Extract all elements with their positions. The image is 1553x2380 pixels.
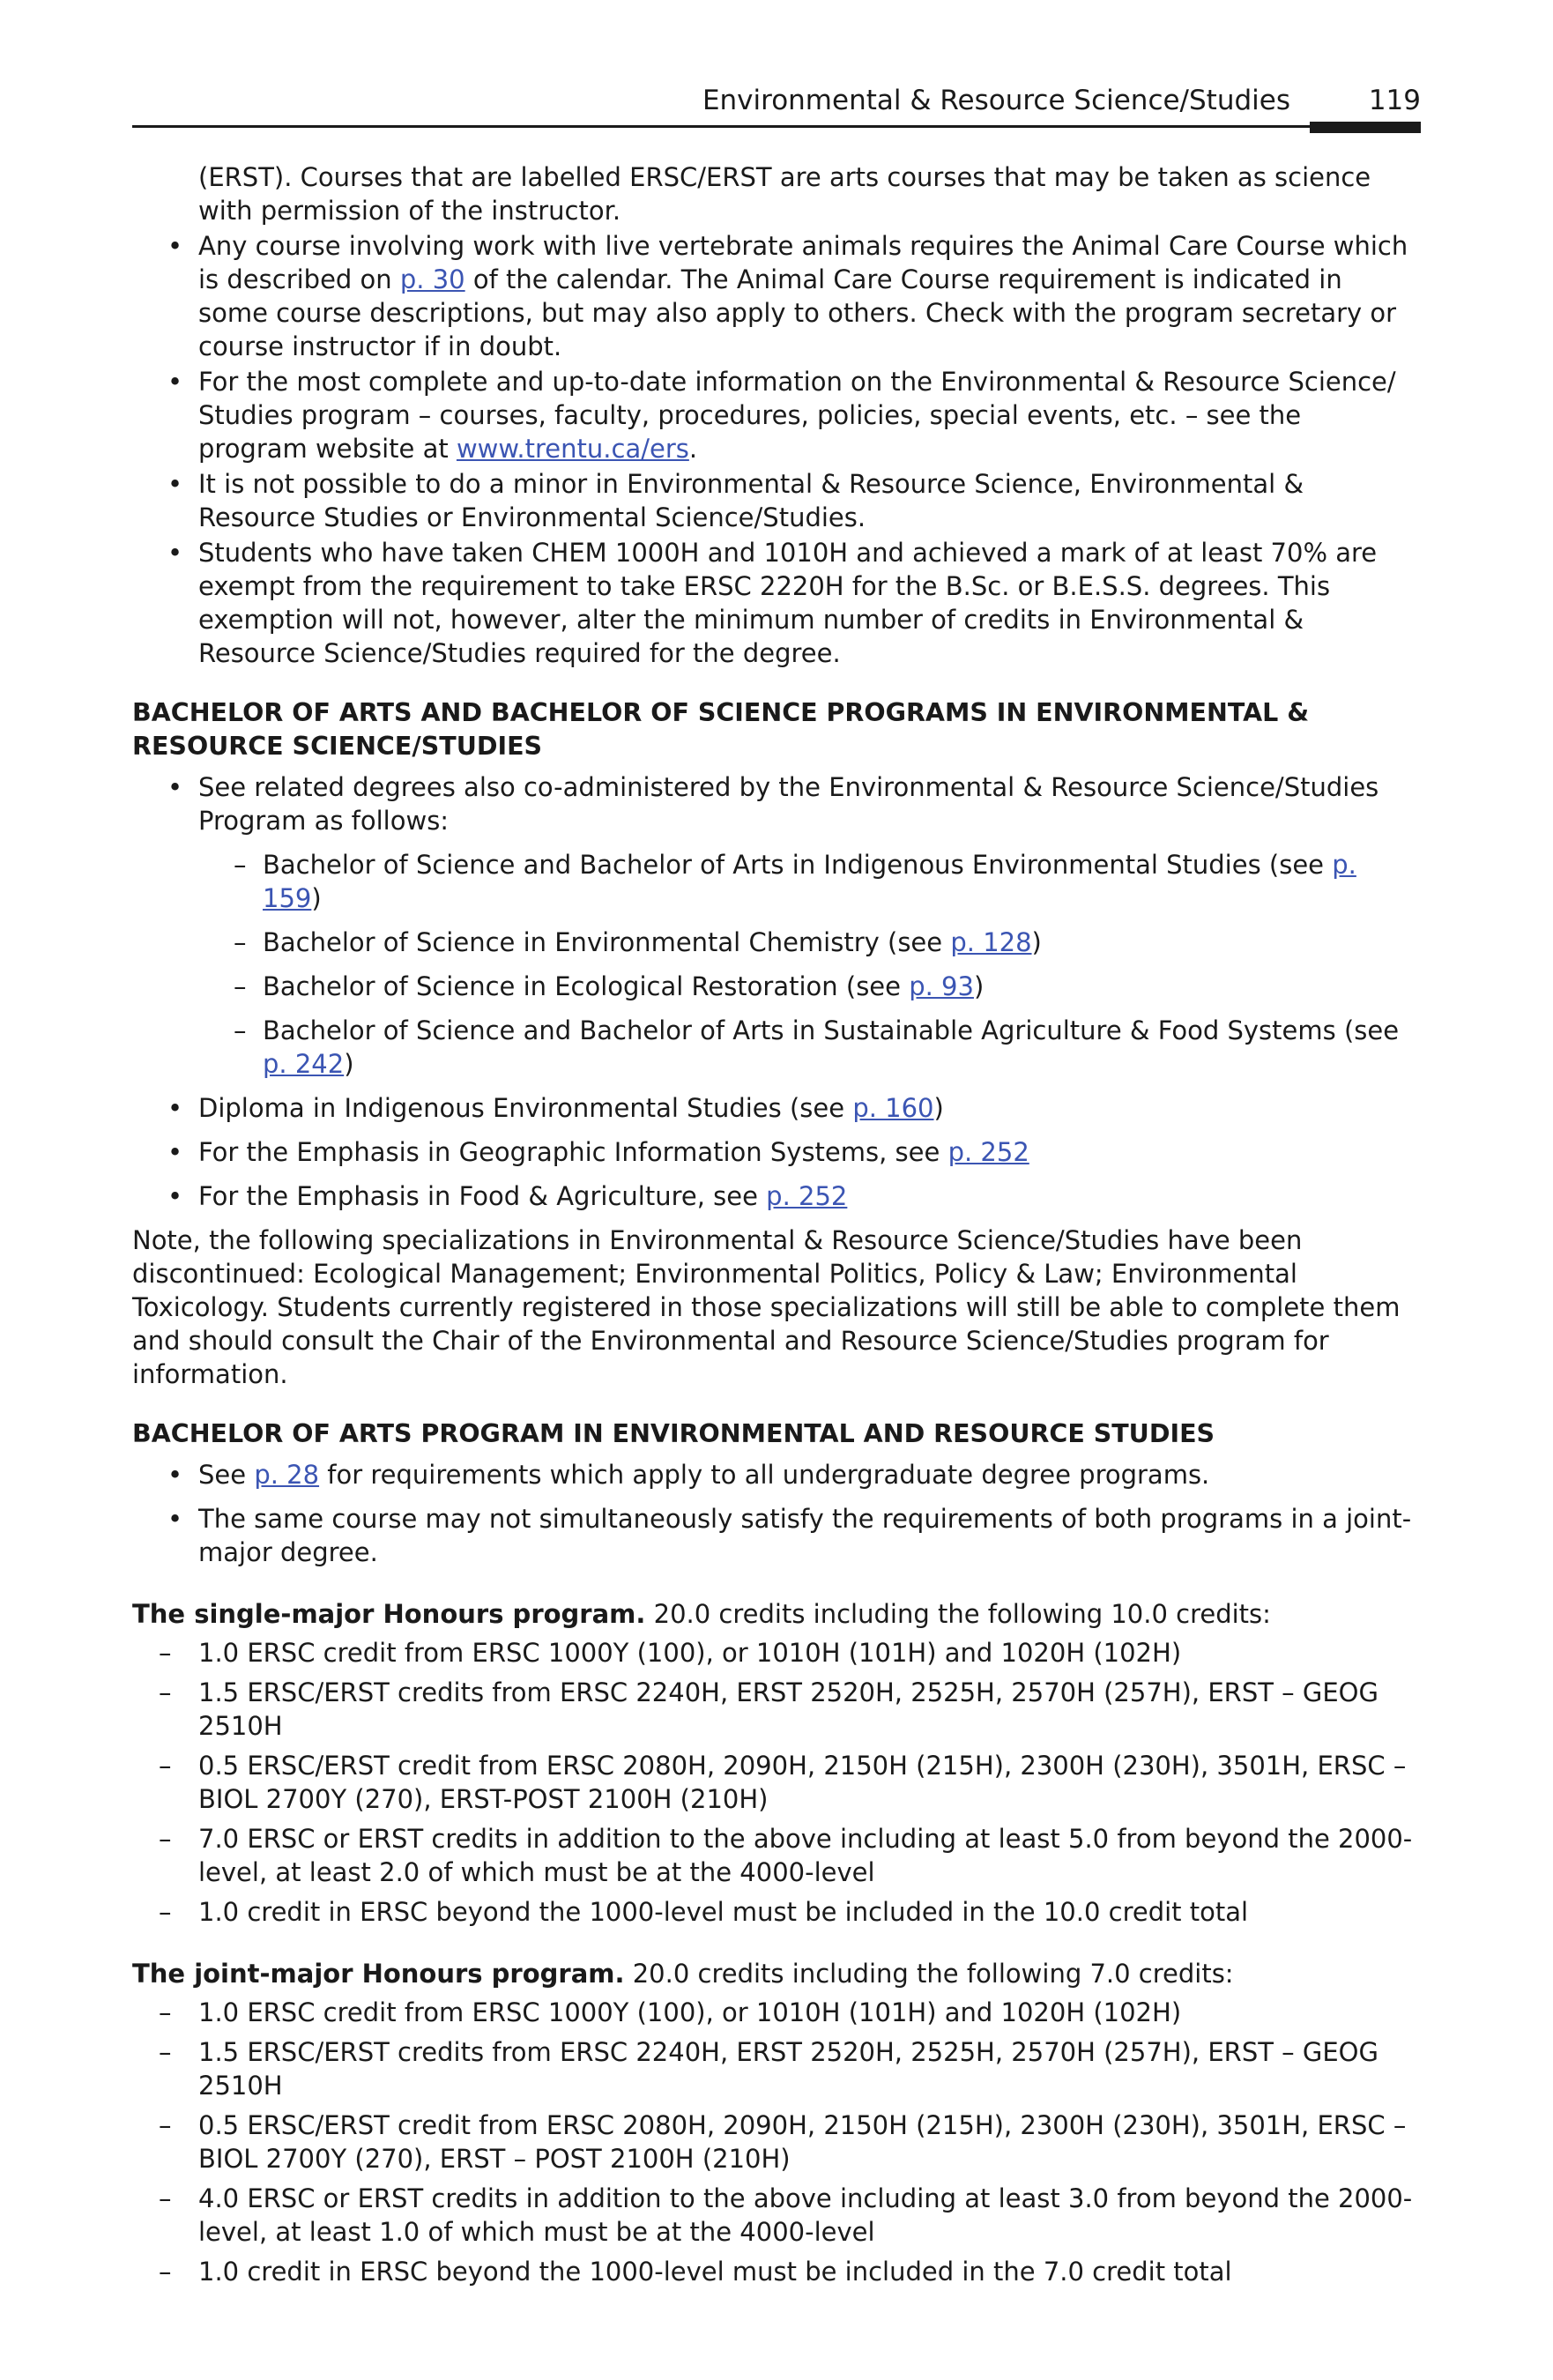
page-link[interactable]: p. 159 — [263, 850, 1356, 913]
list-item: – Bachelor of Science and Bachelor of Arts in Sustainable Agriculture & Food Systems (see p. 242) — [132, 1014, 1415, 1081]
list-item: • The same course may not simultaneously satisfy the requirements of both programs in a joint-major degree. — [132, 1502, 1415, 1569]
single-major-requirements — [132, 1636, 1415, 1929]
page-link[interactable]: p. 128 — [950, 927, 1032, 957]
discontinued-note: Note, the following specializations in Environmental & Resource Science/Studies have been discontinued: Ecological Management; Environmental Politics, Policy & Law; Environmental Toxicology. Students currently registered in those specializations will still be able to complete them and should consult the Chair of the Environmental and Resource Science/Studies program for information. — [132, 1225, 1401, 1389]
requirement-item: – 1.0 ERSC credit from ERSC 1000Y (100), or 1010H (101H) and 1020H (102H) — [132, 1996, 1415, 2029]
list-item: • See related degrees also co-administered by the Environmental & Resource Science/Studies Program as follows: – Bachelor of Science and Bachelor of Arts in Indigenous Environmental Studies (see p. 159) – Bachelor of Science in Environmental Chemistry (see p. 128) – Bachelor of Science in Ecological Restoration (see p. 93) – Bachelor of Science and Bachelor of Arts in Sustainable Agriculture & Food Systems (see p. 242) — [132, 770, 1415, 1081]
list-item: – Bachelor of Science and Bachelor of Arts in Indigenous Environmental Studies (see p. 159) — [132, 848, 1415, 915]
page-body — [132, 160, 1415, 2288]
list-item: • Students who have taken CHEM 1000H and 1010H and achieved a mark of at least 70% are exempt from the requirement to take ERSC 2220H for the B.Sc. or B.E.S.S. degrees. This exemption will not, however, alter the minimum number of credits in Environmental & Resource Science/Studies required for the degree. — [132, 536, 1415, 670]
list-item: • See p. 28 for requirements which apply to all undergraduate degree programs. — [132, 1458, 1415, 1491]
list-item: – Bachelor of Science in Ecological Restoration (see p. 93) — [132, 970, 1415, 1003]
requirement-item: – 1.5 ERSC/ERST credits from ERSC 2240H, ERST 2520H, 2525H, 2570H (257H), ERST – GEOG 2510H — [132, 2035, 1415, 2102]
joint-major-label: The joint-major Honours program. — [132, 1959, 625, 1989]
requirement-item: – 0.5 ERSC/ERST credit from ERSC 2080H, 2090H, 2150H (215H), 2300H (230H), 3501H, ERSC – BIOL 2700Y (270), ERST – POST 2100H (210H) — [132, 2109, 1415, 2175]
page-number: 119 — [1368, 85, 1421, 116]
running-header — [132, 78, 1421, 128]
list-item: • Any course involving work with live vertebrate animals requires the Animal Care Course which is described on p. 30 of the calendar. The Animal Care Course requirement is indicated in some course descriptions, but may also apply to others. Check with the program secretary or course instructor if in doubt. — [132, 229, 1415, 363]
page-link[interactable]: p. 252 — [947, 1137, 1029, 1167]
requirement-item: – 0.5 ERSC/ERST credit from ERSC 2080H, 2090H, 2150H (215H), 2300H (230H), 3501H, ERSC – BIOL 2700Y (270), ERST-POST 2100H (210H) — [132, 1749, 1415, 1816]
page-link[interactable]: p. 252 — [766, 1181, 848, 1211]
single-major-summary: The single-major Honours program. 20.0 credits including the following 10.0 credits: — [132, 1599, 1271, 1629]
ba-notes-list — [132, 1458, 1415, 1569]
list-item: • Diploma in Indigenous Environmental Studies (see p. 160) — [132, 1091, 1415, 1125]
website-link[interactable]: www.trentu.ca/ers — [456, 434, 689, 464]
section-heading-ba: BACHELOR OF ARTS PROGRAM IN ENVIRONMENTAL AND RESOURCE STUDIES — [132, 1419, 1215, 1448]
requirement-item: – 1.0 ERSC credit from ERSC 1000Y (100), or 1010H (101H) and 1020H (102H) — [132, 1636, 1415, 1670]
section-heading-ba-bsc: BACHELOR OF ARTS AND BACHELOR OF SCIENCE PROGRAMS IN ENVIRONMENTAL & RESOURCE SCIENCE/STUDIES — [132, 698, 1310, 761]
requirement-item: – 1.0 credit in ERSC beyond the 1000-level must be included in the 10.0 credit total — [132, 1895, 1415, 1929]
page-link[interactable]: p. 160 — [852, 1093, 934, 1123]
joint-major-requirements — [132, 1996, 1415, 2288]
list-item: • It is not possible to do a minor in Environmental & Resource Science, Environmental & Resource Studies or Environmental Science/Studies. — [132, 467, 1415, 534]
requirement-item: – 4.0 ERSC or ERST credits in addition to the above including at least 3.0 from beyond the 2000-level, at least 1.0 of which must be at the 4000-level — [132, 2182, 1415, 2249]
requirement-item: – 1.0 credit in ERSC beyond the 1000-level must be included in the 7.0 credit total — [132, 2255, 1415, 2288]
related-degrees-sublist — [132, 848, 1415, 1081]
page-link[interactable]: p. 93 — [909, 971, 974, 1001]
continued-paragraph: (ERST). Courses that are labelled ERSC/ERST are arts courses that may be taken as science with permission of the instructor. — [198, 162, 1371, 226]
list-item: • For the Emphasis in Food & Agriculture, see p. 252 — [132, 1179, 1415, 1213]
joint-major-summary: The joint-major Honours program. 20.0 credits including the following 7.0 credits: — [132, 1959, 1234, 1989]
requirement-item: – 1.5 ERSC/ERST credits from ERSC 2240H, ERST 2520H, 2525H, 2570H (257H), ERST – GEOG 2510H — [132, 1676, 1415, 1743]
requirement-item: – 7.0 ERSC or ERST credits in addition to the above including at least 5.0 from beyond the 2000-level, at least 2.0 of which must be at the 4000-level — [132, 1822, 1415, 1889]
header-title: Environmental & Resource Science/Studies — [702, 85, 1290, 116]
list-item: • For the Emphasis in Geographic Information Systems, see p. 252 — [132, 1135, 1415, 1169]
page-number-tab — [1310, 122, 1421, 133]
related-degrees-list — [132, 770, 1415, 1213]
page-link[interactable]: p. 28 — [254, 1460, 320, 1490]
page-link[interactable]: p. 242 — [263, 1049, 345, 1079]
page-link[interactable]: p. 30 — [399, 264, 465, 294]
list-item: • For the most complete and up-to-date information on the Environmental & Resource Science/ Studies program – courses, faculty, procedures, policies, special events, etc. – see the program website at www.trentu.ca/ers. — [132, 365, 1415, 465]
list-item: – Bachelor of Science in Environmental Chemistry (see p. 128) — [132, 926, 1415, 959]
single-major-label: The single-major Honours program. — [132, 1599, 646, 1629]
notes-list — [132, 229, 1415, 670]
